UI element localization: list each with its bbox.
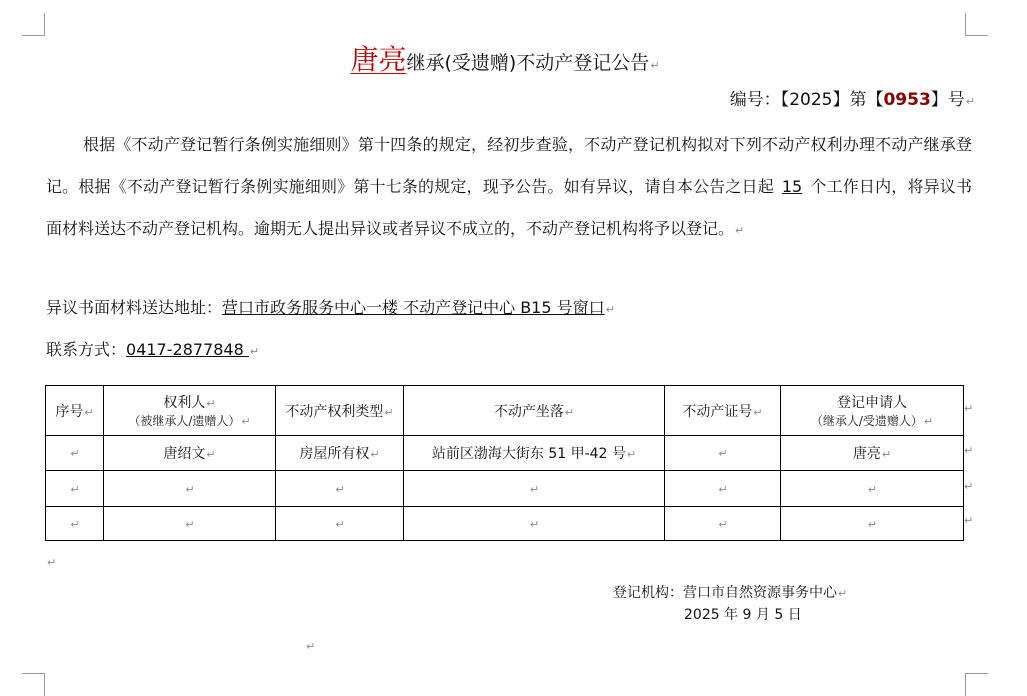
contact-phone: 0417-2877848 <box>126 340 249 359</box>
paragraph-mark-icon: ↵ <box>735 224 745 237</box>
doc-number-year: 2025 <box>789 90 833 110</box>
cell-right-type: ↵ <box>276 471 404 507</box>
header-holder: 权利人↵ （被继承人/遗赠人）↵ <box>104 386 276 436</box>
notice-date: 2025 年 9 月 5 日 <box>684 607 802 623</box>
document-title <box>0 40 1010 86</box>
header-applicant: 登记申请人 （继承人/受遗赠人）↵ <box>781 386 964 436</box>
cell-applicant: ↵ <box>781 471 964 507</box>
cell-cert-no: ↵ <box>665 471 781 507</box>
body-text-part1: 根据《不动产登记暂行条例实施细则》第十四条的规定，经初步查验，不动产登记机构拟对下列不动产权利办理不动产继承登记。根据《不动产登记暂行条例实施细则》第十七条的规定，现予公告。如有异议，请自本公告之日起 <box>46 135 972 196</box>
cell-location: 站前区渤海大街东 51 甲-42 号↵ <box>404 436 665 471</box>
row-end-mark-icon: ↵ <box>964 480 974 493</box>
row-end-mark-icon: ↵ <box>964 402 974 415</box>
header-right-type: 不动产权利类型↵ <box>276 386 404 436</box>
row-end-mark-icon: ↵ <box>964 514 974 527</box>
cell-location: ↵ <box>404 471 665 507</box>
cell-right-type: 房屋所有权↵ <box>276 436 404 471</box>
cell-right-type: ↵ <box>276 507 404 541</box>
title-text: 继承(受遗赠)不动产登记公告 <box>406 52 650 74</box>
cell-applicant: ↵ <box>781 507 964 541</box>
row-end-mark-icon: ↵ <box>964 444 974 457</box>
table-row <box>46 471 964 507</box>
cell-seq: ↵ <box>46 436 104 471</box>
cell-seq: ↵ <box>46 507 104 541</box>
paragraph-mark-icon: ↵ <box>605 303 615 316</box>
paragraph-mark-icon: ↵ <box>965 95 975 108</box>
header-cert-no: 不动产证号↵ <box>665 386 781 436</box>
paragraph-mark-icon: ↵ <box>249 345 260 358</box>
table-row <box>46 436 964 471</box>
contact-label: 联系方式： <box>46 340 127 359</box>
registration-authority: 登记机构：营口市自然资源事务中心↵ <box>613 585 848 601</box>
page-corner-mark-top-left <box>22 13 45 36</box>
cell-holder: ↵ <box>104 471 276 507</box>
cell-holder: 唐绍文↵ <box>104 436 276 471</box>
title-applicant-name: 唐亮 <box>350 43 407 76</box>
paragraph-mark-icon: ↵ <box>650 59 660 72</box>
cell-cert-no: ↵ <box>665 507 781 541</box>
page-corner-mark-bottom-right <box>965 673 988 696</box>
contact-line <box>46 333 259 369</box>
cell-applicant: 唐亮↵ <box>781 436 964 471</box>
header-location: 不动产坐落↵ <box>404 386 665 436</box>
paragraph-mark-icon: ↵ <box>306 640 316 653</box>
cell-location: ↵ <box>404 507 665 541</box>
cell-cert-no: ↵ <box>665 436 781 471</box>
cell-seq: ↵ <box>46 471 104 507</box>
cell-holder: ↵ <box>104 507 276 541</box>
paragraph-mark-icon: ↵ <box>47 556 57 569</box>
address-label: 异议书面材料送达地址： <box>46 298 223 317</box>
table-row <box>46 507 964 541</box>
page-corner-mark-top-right <box>965 13 988 36</box>
body-text-part2: 个工作日内，将异议书面材料送达不动产登记机构。逾期无人提出异议或者异议不成立的，不动产登记机构将予以登记。 <box>46 177 972 238</box>
doc-number-value: 0953 <box>883 90 931 110</box>
objection-address-line <box>46 291 615 327</box>
header-seq: 序号↵ <box>46 386 104 436</box>
table-header-row <box>46 386 964 436</box>
objection-days: 15 <box>781 177 803 196</box>
doc-number-suffix: 】号 <box>930 90 965 110</box>
registration-table <box>45 385 964 541</box>
paragraph-mark-icon: ↵ <box>838 587 848 600</box>
doc-number-middle: 】第【 <box>832 90 884 110</box>
document-number <box>730 87 975 115</box>
address-value: 营口市政务服务中心一楼 不动产登记中心 B15 号窗口 <box>222 298 605 317</box>
doc-number-prefix: 编号：【 <box>729 90 790 110</box>
notice-body-paragraph <box>46 124 972 252</box>
page-corner-mark-bottom-left <box>22 673 45 696</box>
